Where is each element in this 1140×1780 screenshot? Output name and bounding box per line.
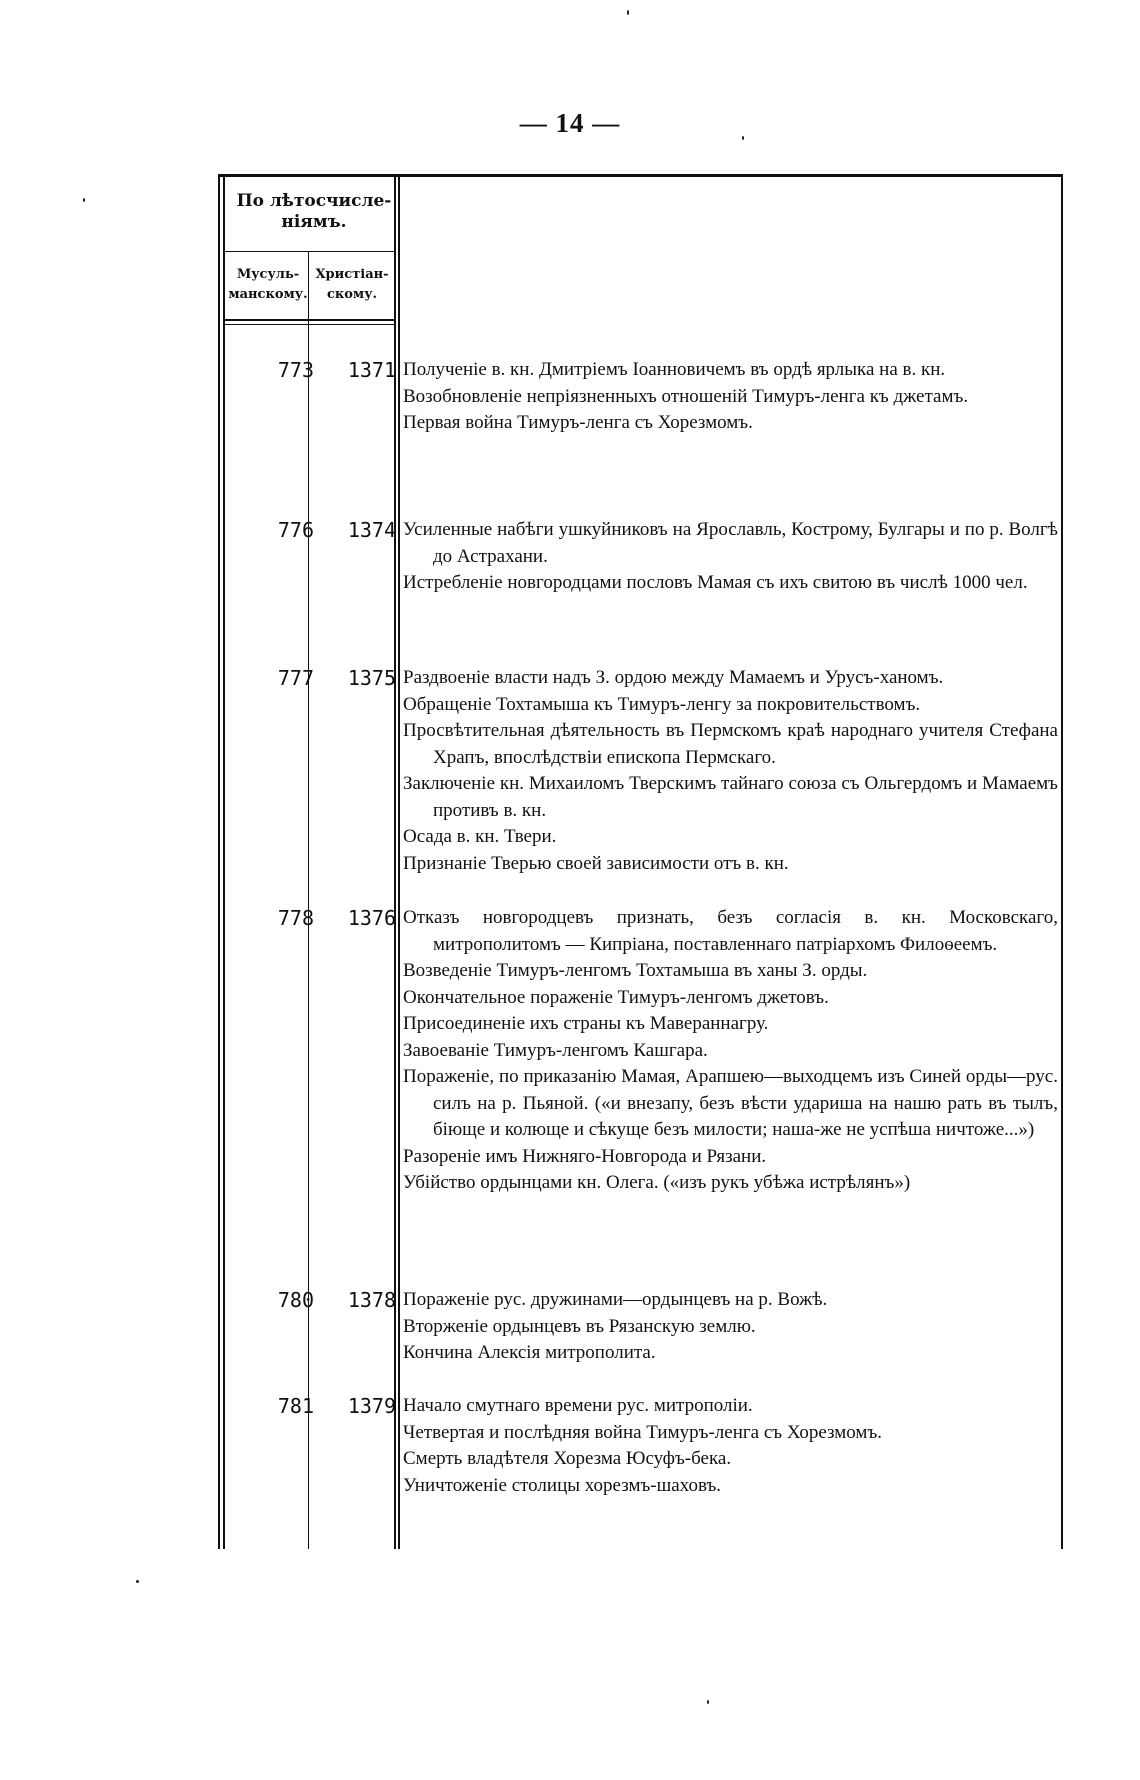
event-entry: Присоединеніе ихъ страны къ Мавераннагру.	[403, 1013, 769, 1034]
event-list	[403, 357, 1058, 437]
event-entry: Разореніе имъ Нижняго-Новгорода и Рязани.	[403, 1145, 767, 1167]
chronology-table	[218, 174, 1063, 1549]
year-christian: 1376	[347, 906, 396, 930]
header-bottom-rule-2	[225, 324, 395, 325]
event-list	[403, 1393, 1058, 1499]
table-left-rule	[218, 177, 220, 1549]
event-entry: Просвѣтительная дѣятельность въ Пермскомъ краѣ народнаго учителя Стефана Храпъ, впослѣдствіи епископа Пермскаго.	[403, 720, 1058, 768]
year-christian: 1371	[347, 358, 396, 382]
event-entry: Вторженіе ордынцевъ въ Рязанскую землю.	[403, 1315, 756, 1337]
event-entry: Признаніе Тверью своей зависимости отъ в. кн.	[403, 852, 789, 874]
year-muslim: 781	[277, 1394, 314, 1418]
year-muslim: 776	[277, 518, 314, 542]
year-muslim: 773	[277, 358, 314, 382]
year-column-rule	[308, 252, 309, 1549]
event-list	[403, 1287, 1058, 1367]
scan-speck	[627, 10, 629, 15]
year-muslim: 778	[277, 906, 314, 930]
year-muslim: 777	[277, 666, 314, 690]
scan-speck	[83, 198, 85, 202]
event-entry: Полученіе в. кн. Дмитріемъ Іоанновичемъ въ ордѣ ярлыка на в. кн.	[403, 359, 946, 380]
event-entry: Начало смутнаго времени рус. митрополіи.	[403, 1395, 753, 1416]
page-number: — 14 —	[519, 108, 621, 138]
event-entry: Заключеніе кн. Михаиломъ Тверскимъ тайнаго союза съ Ольгердомъ и Мамаемъ противъ в. кн.	[403, 773, 1058, 821]
year-christian: 1374	[347, 518, 396, 542]
event-entry: Пораженіе, по приказанію Мамая, Арапшею—выходцемъ изъ Синей орды—рус. силъ на р. Пьяной. («и внезапу, безъ вѣсти удариша на нашю рать въ тылъ, біюще и колюще и сѣкуще безъ милости; наша-же не успѣша ничтоже...»)	[403, 1066, 1058, 1140]
scan-speck	[742, 136, 744, 140]
events-column-rule-inner	[398, 177, 400, 1549]
event-entry: Пораженіе рус. дружинами—ордынцевъ на р. Вожѣ.	[403, 1289, 828, 1310]
header-group-rule	[225, 251, 395, 252]
header-christian: Христіан- скому.	[315, 267, 389, 302]
event-entry: Смерть владѣтеля Хорезма Юсуфъ-бека.	[403, 1448, 732, 1469]
event-entry: Первая война Тимуръ-ленга съ Хорезмомъ.	[403, 412, 753, 433]
event-entry: Истребленіе новгородцами пословъ Мамая съ ихъ свитою въ числѣ 1000 чел.	[403, 572, 1028, 593]
event-entry: Возобновленіе непріязненныхъ отношеній Тимуръ-ленга къ джетамъ.	[403, 385, 969, 407]
header-muslim: Мусуль- манскому.	[228, 267, 308, 302]
scan-speck	[136, 1580, 139, 1583]
year-christian: 1378	[347, 1288, 396, 1312]
event-list	[403, 905, 1058, 1197]
table-left-rule-inner	[223, 177, 225, 1549]
table-right-rule	[1061, 177, 1063, 1549]
event-entry: Усиленные набѣги ушкуйниковъ на Ярославль, Кострому, Булгары и по р. Волгѣ до Астрахани.	[403, 519, 1058, 567]
event-list	[403, 665, 1058, 877]
event-entry: Окончательное пораженіе Тимуръ-ленгомъ джетовъ.	[403, 986, 829, 1008]
year-christian: 1379	[347, 1394, 396, 1418]
event-entry: Кончина Алексія митрополита.	[403, 1342, 656, 1363]
event-entry: Уничтоженіе столицы хорезмъ-шаховъ.	[403, 1474, 722, 1496]
event-entry: Убійство ордынцами кн. Олега. («изъ рукъ убѣжа истрѣлянъ»)	[403, 1172, 911, 1193]
event-entry: Обращеніе Тохтамыша къ Тимуръ-ленгу за покровительствомъ.	[403, 693, 921, 715]
event-entry: Раздвоеніе власти надъ З. ордою между Мамаемъ и Урусъ-ханомъ.	[403, 667, 944, 688]
scan-speck	[707, 1700, 709, 1704]
event-entry: Завоеваніе Тимуръ-ленгомъ Кашгара.	[403, 1039, 708, 1061]
event-entry: Возведеніе Тимуръ-ленгомъ Тохтамыша въ ханы З. орды.	[403, 960, 868, 981]
event-list	[403, 517, 1058, 597]
event-entry: Осада в. кн. Твери.	[403, 826, 557, 847]
event-entry: Четвертая и послѣдняя война Тимуръ-ленга съ Хорезмомъ.	[403, 1421, 883, 1443]
header-chronology: По лѣтосчисле- ніямъ.	[236, 191, 392, 232]
header-bottom-rule	[225, 319, 395, 321]
year-muslim: 780	[277, 1288, 314, 1312]
event-entry: Отказъ новгородцевъ признать, безъ согласія в. кн. Московскаго, митрополитомъ — Кипріана, поставленнаго патріархомъ Филоѳеемъ.	[403, 907, 1058, 955]
year-christian: 1375	[347, 666, 396, 690]
